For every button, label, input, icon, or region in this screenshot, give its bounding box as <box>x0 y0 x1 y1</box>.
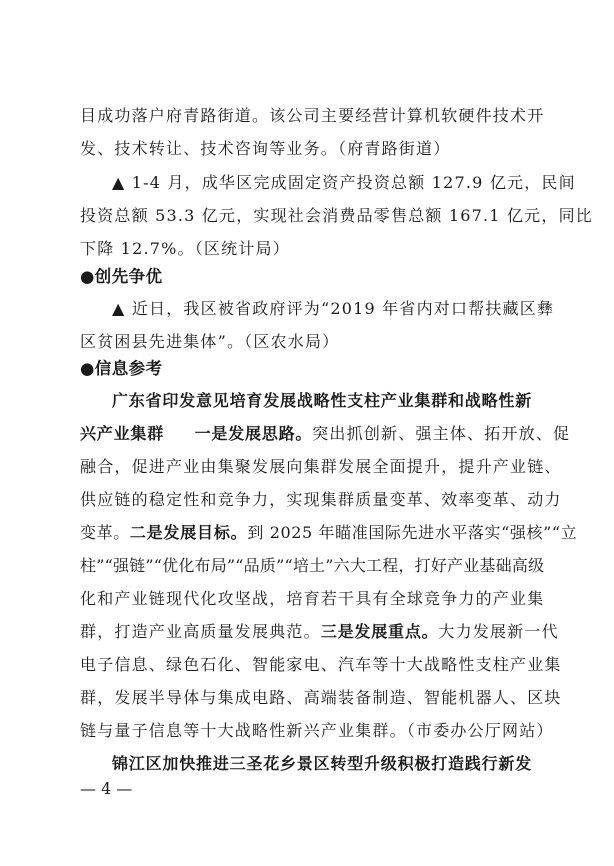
article1-line8 <box>80 621 559 643</box>
article1-line3: 融合，促进产业由集聚发展向集群发展全面提升，提升产业链、 <box>80 457 562 476</box>
article1-line8-b: 大力发展新一代 <box>438 622 559 641</box>
para3-line1: ▲ 近日，我区被省政府评为“2019 年省内对口帮扶藏区彝 <box>112 299 555 318</box>
point3-label: 三是发展重点。 <box>320 622 439 641</box>
para1-line1: 目成功落户府青路街道。该公司主要经营计算机软硬件技术开 <box>80 106 545 125</box>
article1-line8-a: 群，打造产业高质量发展典范。 <box>80 622 321 641</box>
article1-line7: 化和产业链现代化攻坚战，培育若干具有全球竞争力的产业集 <box>80 589 545 608</box>
para3-line2: 区贫困县先进集体”。（区农水局） <box>80 332 340 351</box>
article1-line4: 供应链的稳定性和竞争力，实现集群质量变革、效率变革、动力 <box>80 490 562 509</box>
page-number: — 4 — <box>80 779 133 798</box>
article1-title-line2: 兴产业集群 <box>80 424 165 443</box>
para2-line2: 投资总额 53.3 亿元，实现社会消费品零售总额 167.1 亿元，同比 <box>80 206 593 225</box>
article1-line2 <box>80 423 570 445</box>
article1-line5 <box>80 522 577 544</box>
section-heading-xinxi: ●信息参考 <box>80 359 163 378</box>
article1-line5-b: 到 2025 年瞄准国际先进水平落实“强核”“立 <box>247 523 578 542</box>
section-heading-chuangxian: ●创先争优 <box>80 267 163 286</box>
point1-label: 一是发展思路。 <box>194 424 313 443</box>
article1-line9: 电子信息、绿色石化、智能家电、汽车等十大战略性支柱产业集 <box>80 655 562 674</box>
article1-title-line1: 广东省印发意见培育发展战略性支柱产业集群和战略性新 <box>112 391 533 410</box>
article1-line11: 链与量子信息等十大战略性新兴产业集群。（市委办公厅网站） <box>80 721 554 740</box>
para2-line3: 下降 12.7%。（区统计局） <box>80 239 290 258</box>
para2-line1: ▲ 1-4 月，成华区完成固定资产投资总额 127.9 亿元，民间 <box>112 173 576 192</box>
point1-text: 突出抓创新、强主体、拓开放、促 <box>312 424 571 443</box>
article1-line5-a: 变革。 <box>80 523 130 542</box>
article1-line10: 群，发展半导体与集成电路、高端装备制造、智能机器人、区块 <box>80 688 562 707</box>
point2-label: 二是发展目标。 <box>129 523 248 542</box>
para1-line2: 发、技术转让、技术咨询等业务。（府青路街道） <box>80 139 451 158</box>
article1-line6: 柱”“强链”“优化布局”“品质”“培土”六大工程，打好产业基础高级 <box>80 556 545 575</box>
article2-title-line1: 锦江区加快推进三圣花乡景区转型升级积极打造践行新发 <box>112 754 533 773</box>
